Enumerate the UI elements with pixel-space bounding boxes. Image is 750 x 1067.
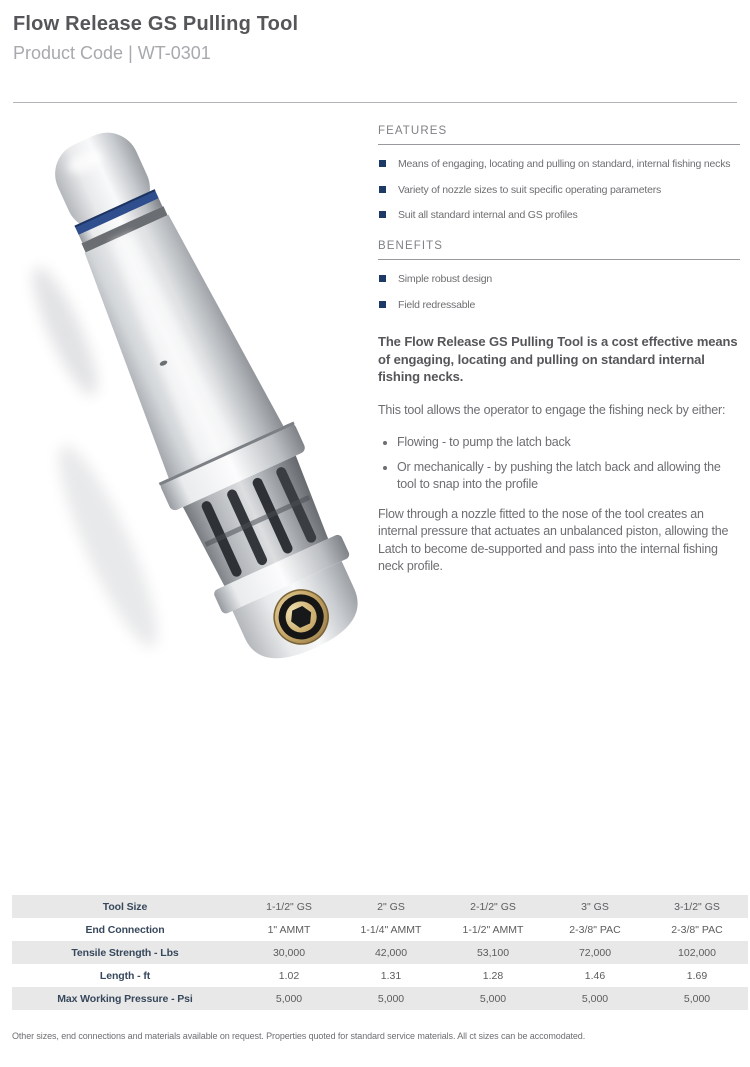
features-heading: FEATURES [378, 125, 448, 137]
method-item: • Or mechanically - by pushing the latch back and allowing the tool to snap into the profile [397, 459, 740, 493]
benefit-item [378, 299, 740, 313]
spec-label: Length - ft [99, 969, 151, 982]
product-image [13, 116, 370, 728]
feature-text: Variety of nozzle sizes to suit specific operating parameters [398, 183, 662, 196]
benefits-heading: BENEFITS [378, 239, 444, 252]
feature-item [378, 184, 740, 198]
spec-label: Tool Size [102, 900, 148, 913]
spec-value: 5,000 [683, 992, 711, 1005]
spec-value: 1-1/4" AMMT [360, 923, 422, 936]
engagement-methods-list [378, 434, 740, 493]
tool-shadow [22, 261, 108, 402]
square-bullet-icon [379, 160, 386, 167]
spec-value: 53,100 [476, 946, 510, 959]
spec-value: 42,000 [374, 946, 408, 959]
spec-value: 3" GS [581, 900, 609, 913]
spec-value: 1.46 [584, 969, 606, 982]
spec-value: 1.31 [380, 969, 402, 982]
square-bullet-icon [379, 301, 386, 308]
spec-row [12, 895, 748, 918]
benefit-text: Simple robust design [398, 272, 493, 285]
features-divider [378, 144, 740, 145]
spec-value: 5,000 [581, 992, 609, 1005]
spec-row [12, 918, 748, 941]
benefit-text: Field redressable [398, 298, 476, 311]
spec-value: 102,000 [678, 946, 716, 959]
spec-value: 72,000 [578, 946, 612, 959]
spec-value: 2-3/8" PAC [671, 923, 723, 936]
spec-row [12, 964, 748, 987]
spec-value: 30,000 [272, 946, 306, 959]
pulling-tool-illustration [13, 116, 370, 728]
spec-label: Max Working Pressure - Psi [57, 992, 193, 1005]
feature-text: Suit all standard internal and GS profiles [398, 209, 578, 222]
spec-row [12, 941, 748, 964]
page-header [13, 13, 298, 64]
intro-paragraph: This tool allows the operator to engage the fishing neck by either: [378, 402, 726, 417]
feature-text: Means of engaging, locating and pulling on standard, internal fishing necks [398, 158, 731, 170]
closing-paragraph: Flow through a nozzle fitted to the nose of the tool creates an internal pressure that actuates an unbalanced piston, allowing the Latch to become de-supported and pass into the internal fishing neck profile. [378, 506, 729, 574]
spec-label: End Connection [85, 923, 165, 936]
header-divider [13, 102, 737, 103]
page-title: Flow Release GS Pulling Tool [13, 13, 299, 35]
spec-value: 5,000 [275, 992, 303, 1005]
feature-item [378, 158, 740, 172]
lead-paragraph: The Flow Release GS Pulling Tool is a cost effective means of engaging, locating and pulling on standard internal fishing necks. [378, 334, 738, 385]
benefit-item [378, 273, 740, 287]
spec-value: 1-1/2" GS [266, 900, 312, 913]
product-code: Product Code | WT-0301 [13, 43, 211, 63]
square-bullet-icon [379, 211, 386, 218]
method-item: • Flowing - to pump the latch back [397, 434, 740, 451]
spec-value: 3-1/2" GS [674, 900, 720, 913]
spec-value: 5,000 [479, 992, 507, 1005]
tool-shadow-lower [43, 437, 173, 656]
spec-value: 2-1/2" GS [470, 900, 516, 913]
spec-value: 2-3/8" PAC [569, 923, 621, 936]
specification-table [12, 895, 748, 1010]
spec-value: 1-1/2" AMMT [462, 923, 524, 936]
footnote: Other sizes, end connections and materials available on request. Properties quoted for standard service materials. All ct sizes can be accomodated. [12, 1031, 586, 1041]
spec-value: 1.69 [686, 969, 708, 982]
tool-body-group [17, 116, 370, 679]
spec-value: 1.28 [482, 969, 504, 982]
content-column [378, 125, 740, 576]
features-list [378, 158, 740, 223]
feature-item [378, 209, 740, 223]
spec-value: 1" AMMT [267, 923, 311, 936]
spec-value: 5,000 [377, 992, 405, 1005]
square-bullet-icon [379, 186, 386, 193]
benefits-list [378, 273, 740, 312]
spec-row [12, 987, 748, 1010]
spec-label: Tensile Strength - Lbs [71, 946, 179, 959]
benefits-divider [378, 259, 740, 260]
spec-value: 1.02 [278, 969, 300, 982]
spec-value: 2" GS [377, 900, 405, 913]
square-bullet-icon [379, 275, 386, 282]
